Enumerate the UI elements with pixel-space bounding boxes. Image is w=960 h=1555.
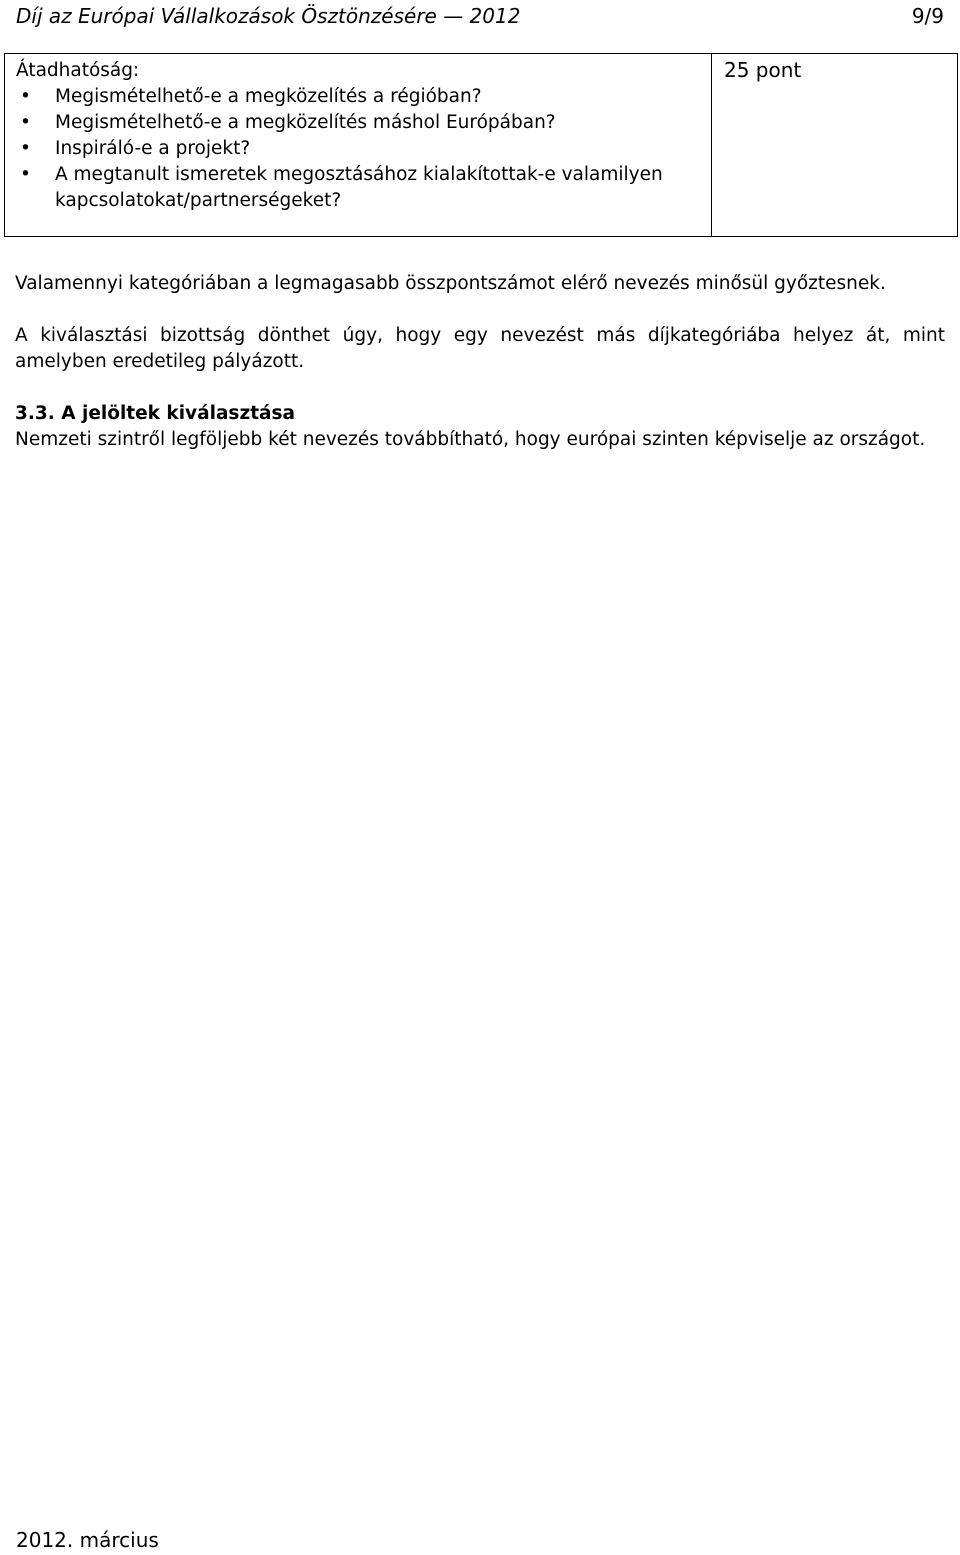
criteria-item bbox=[16, 162, 711, 214]
reassign-rule-paragraph: A kiválasztási bizottság dönthet úgy, hogy egy nevezést más díjkategóriába helyez át, mint amelyben eredetileg pályázott. bbox=[15, 325, 945, 372]
page-header bbox=[16, 4, 944, 32]
points-cell bbox=[712, 54, 958, 237]
criteria-item bbox=[16, 84, 711, 110]
criteria-item-text: Megismételhető-e a megközelítés máshol Európában? bbox=[55, 112, 556, 133]
criteria-row bbox=[5, 54, 958, 237]
page-number: 9/9 bbox=[911, 4, 944, 28]
criteria-heading: Átadhatóság: bbox=[16, 60, 140, 81]
criteria-list bbox=[16, 84, 711, 214]
bullet-icon: • bbox=[20, 164, 31, 185]
section-selection bbox=[15, 401, 945, 453]
criteria-item bbox=[16, 110, 711, 136]
criteria-item-text: A megtanult ismeretek megosztásához kialakítottak-e valamilyen kapcsolatokat/partnerségeket? bbox=[55, 164, 663, 211]
bullet-icon: • bbox=[20, 86, 31, 107]
criteria-table bbox=[4, 53, 958, 237]
document-title: Díj az Európai Vállalkozások Ösztönzésére — 2012 bbox=[16, 4, 521, 28]
criteria-item bbox=[16, 136, 711, 162]
winner-rule-paragraph: Valamennyi kategóriában a legmagasabb összpontszámot elérő nevezés minősül győztesnek. bbox=[15, 273, 886, 294]
bullet-icon: • bbox=[20, 112, 31, 133]
points-value: 25 pont bbox=[724, 58, 802, 82]
section-heading: 3.3. A jelöltek kiválasztása bbox=[15, 403, 296, 424]
bullet-icon: • bbox=[20, 138, 31, 159]
section-paragraph: Nemzeti szintről legföljebb két nevezés továbbítható, hogy európai szinten képviselje az országot. bbox=[15, 429, 926, 450]
criteria-item-text: Inspiráló-e a projekt? bbox=[55, 138, 251, 159]
page-footer-date: 2012. március bbox=[16, 1528, 159, 1552]
criteria-cell bbox=[5, 54, 712, 237]
criteria-item-text: Megismételhető-e a megközelítés a régióban? bbox=[55, 86, 482, 107]
